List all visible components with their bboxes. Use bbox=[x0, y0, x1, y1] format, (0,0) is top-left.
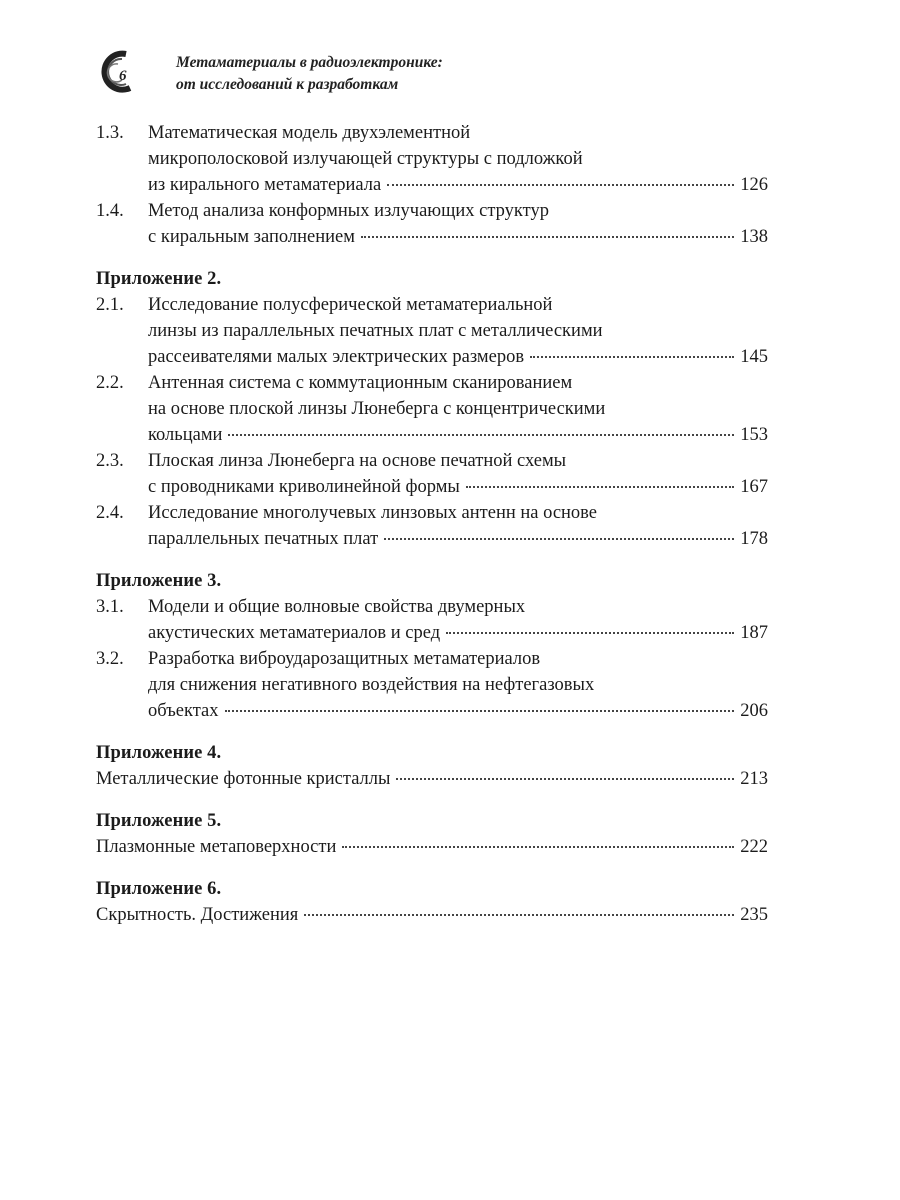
toc-entry-1-3 bbox=[96, 120, 768, 198]
dot-leader bbox=[466, 486, 734, 488]
entry-title-line: Метод анализа конформных излучающих структур bbox=[148, 201, 550, 221]
entry-number: 3.1. bbox=[96, 597, 124, 617]
page-ref: 187 bbox=[740, 623, 768, 643]
entry-number: 3.2. bbox=[96, 649, 124, 669]
page-ref: 222 bbox=[740, 837, 768, 857]
entry-title-line: Скрытность. Достижения bbox=[96, 905, 299, 925]
dot-leader bbox=[361, 236, 734, 238]
running-head-line-2: от исследований к разработкам bbox=[176, 76, 399, 93]
entry-title-line: рассеивателями малых электрических размеров bbox=[148, 347, 525, 367]
toc-section-2 bbox=[96, 266, 768, 552]
toc-section-6 bbox=[96, 876, 768, 928]
entry-title-line: линзы из параллельных печатных плат с металлическими bbox=[148, 321, 603, 341]
toc-entry-4 bbox=[96, 766, 768, 792]
page-ref: 167 bbox=[740, 477, 768, 497]
entry-number: 2.2. bbox=[96, 373, 124, 393]
entry-title-line: Математическая модель двухэлементной bbox=[148, 123, 471, 143]
page-ref: 138 bbox=[740, 227, 768, 247]
publisher-logo-icon bbox=[96, 50, 136, 94]
page-header bbox=[96, 44, 796, 104]
page-ref: 153 bbox=[740, 425, 768, 445]
entry-title-line: параллельных печатных плат bbox=[148, 529, 379, 549]
entry-title-line: Металлические фотонные кристаллы bbox=[96, 769, 391, 789]
entry-title-line: Исследование многолучевых линзовых антенн на основе bbox=[148, 503, 598, 523]
entry-title-line: Антенная система с коммутационным сканированием bbox=[148, 373, 573, 393]
toc-entry-2-3 bbox=[96, 448, 768, 500]
dot-leader bbox=[304, 914, 734, 916]
entry-title-line: из кирального метаматериала bbox=[148, 175, 382, 195]
entry-number: 2.3. bbox=[96, 451, 124, 471]
toc-entry-2-2 bbox=[96, 370, 768, 448]
dot-leader bbox=[530, 356, 734, 358]
page-ref: 126 bbox=[740, 175, 768, 195]
running-head-line-1: Метаматериалы в радиоэлектронике: bbox=[176, 54, 443, 71]
toc-entry-3-2 bbox=[96, 646, 768, 724]
entry-title-line: акустических метаматериалов и сред bbox=[148, 623, 441, 643]
entry-title-line: с проводниками криволинейной формы bbox=[148, 477, 460, 497]
entry-number: 1.4. bbox=[96, 201, 124, 221]
entry-title-line: Исследование полусферической метаматериальной bbox=[148, 295, 553, 315]
dot-leader bbox=[387, 184, 734, 186]
dot-leader bbox=[225, 710, 735, 712]
entry-title-line: Разработка виброударозащитных метаматериалов bbox=[148, 649, 541, 669]
dot-leader bbox=[228, 434, 734, 436]
entry-title-line: Модели и общие волновые свойства двумерных bbox=[148, 597, 526, 617]
entry-number: 2.1. bbox=[96, 295, 124, 315]
entry-title-line: для снижения негативного воздействия на нефтегазовых bbox=[148, 675, 595, 695]
entry-title-line: объектах bbox=[148, 701, 219, 721]
toc-section-1 bbox=[96, 120, 768, 250]
page-ref: 206 bbox=[740, 701, 768, 721]
page-number: 6 bbox=[119, 68, 127, 84]
page-ref: 178 bbox=[740, 529, 768, 549]
dot-leader bbox=[342, 846, 734, 848]
table-of-contents bbox=[96, 120, 768, 944]
toc-section-3 bbox=[96, 568, 768, 724]
toc-section-5 bbox=[96, 808, 768, 860]
appendix-title: Приложение 3. bbox=[96, 571, 222, 591]
toc-entry-1-4 bbox=[96, 198, 768, 250]
page-ref: 235 bbox=[740, 905, 768, 925]
appendix-title: Приложение 2. bbox=[96, 269, 222, 289]
toc-entry-5 bbox=[96, 834, 768, 860]
toc-entry-2-1 bbox=[96, 292, 768, 370]
entry-title-line: с киральным заполнением bbox=[148, 227, 355, 247]
entry-title-line: кольцами bbox=[148, 425, 223, 445]
appendix-title: Приложение 6. bbox=[96, 879, 222, 899]
entry-title-line: на основе плоской линзы Люнеберга с концентрическими bbox=[148, 399, 606, 419]
entry-title-line: Плазмонные метаповерхности bbox=[96, 837, 337, 857]
entry-number: 1.3. bbox=[96, 123, 124, 143]
toc-entry-2-4 bbox=[96, 500, 768, 552]
dot-leader bbox=[396, 778, 734, 780]
toc-entry-6 bbox=[96, 902, 768, 928]
entry-number: 2.4. bbox=[96, 503, 124, 523]
appendix-title: Приложение 4. bbox=[96, 743, 222, 763]
page-ref: 213 bbox=[740, 769, 768, 789]
running-head bbox=[176, 52, 443, 96]
toc-entry-3-1 bbox=[96, 594, 768, 646]
dot-leader bbox=[384, 538, 734, 540]
toc-section-4 bbox=[96, 740, 768, 792]
page-ref: 145 bbox=[740, 347, 768, 367]
dot-leader bbox=[446, 632, 734, 634]
entry-title-line: Плоская линза Люнеберга на основе печатной схемы bbox=[148, 451, 567, 471]
entry-title-line: микрополосковой излучающей структуры с подложкой bbox=[148, 149, 583, 169]
appendix-title: Приложение 5. bbox=[96, 811, 222, 831]
